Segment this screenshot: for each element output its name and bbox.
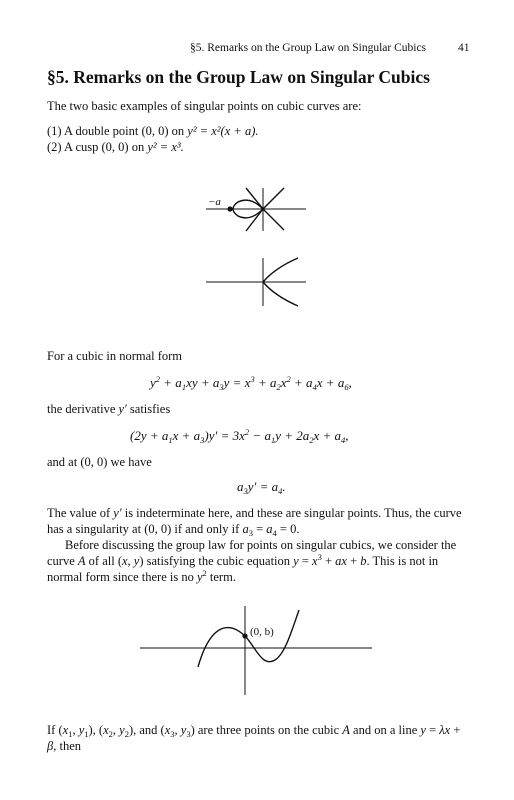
intercept-label: (0, b) (250, 626, 274, 638)
section-title: §5. Remarks on the Group Law on Singular Cubics (47, 67, 430, 87)
example-1-text: (1) A double point (0, 0) on (47, 124, 188, 138)
origin-equation: $a_3y' = a_4$. (237, 479, 286, 496)
intro-paragraph: The two basic examples of singular points on cubic curves are: (47, 99, 362, 113)
intercept-dot (242, 633, 247, 638)
group-law-paragraph: Before discussing the group law for points on singular cubics, we consider the curve A of all (x, y) satisfying the cubic equation $y = x^3$ + ax + b. This is not in normal form since there is no $y^2$ term. (47, 538, 457, 584)
normal-form-intro: For a cubic in normal form (47, 349, 183, 363)
final-paragraph: If ($x_1$, $y_1$), ($x_2$, $y_2$), and ($x_3$, $y_3$) are three points on the cubic A and on a line y = λx + β, then (47, 723, 461, 753)
origin-intro: and at (0, 0) we have (47, 455, 152, 469)
normal-form-equation: $y^2 + a_1xy + a_3y = x^3 + a_2x^2 + a_4x + a_6$, (150, 374, 352, 392)
example-2-equation: y² = x³. (147, 140, 184, 154)
example-1-equation: y² = x²(x + a). (187, 124, 259, 138)
running-head: §5. Remarks on the Group Law on Singular Cubics (190, 42, 427, 54)
indeterminate-paragraph: The value of y′ is indeterminate here, and these are singular points. Thus, the curve has a singularity at (0, 0) if and only if $a_3 = a_4 = 0$. (47, 506, 462, 538)
page-number: 41 (458, 42, 470, 54)
cubic-curve (198, 610, 299, 667)
example-2-text: (2) A cusp (0, 0) on (47, 140, 148, 154)
derivative-intro: the derivative y′ satisfies (47, 402, 171, 416)
derivative-equation: $(2y + a_1x + a_3)y' = 3x^2 - a_1y + 2a_2x + a_4$, (130, 427, 349, 445)
double-point-label: −a (208, 196, 221, 208)
